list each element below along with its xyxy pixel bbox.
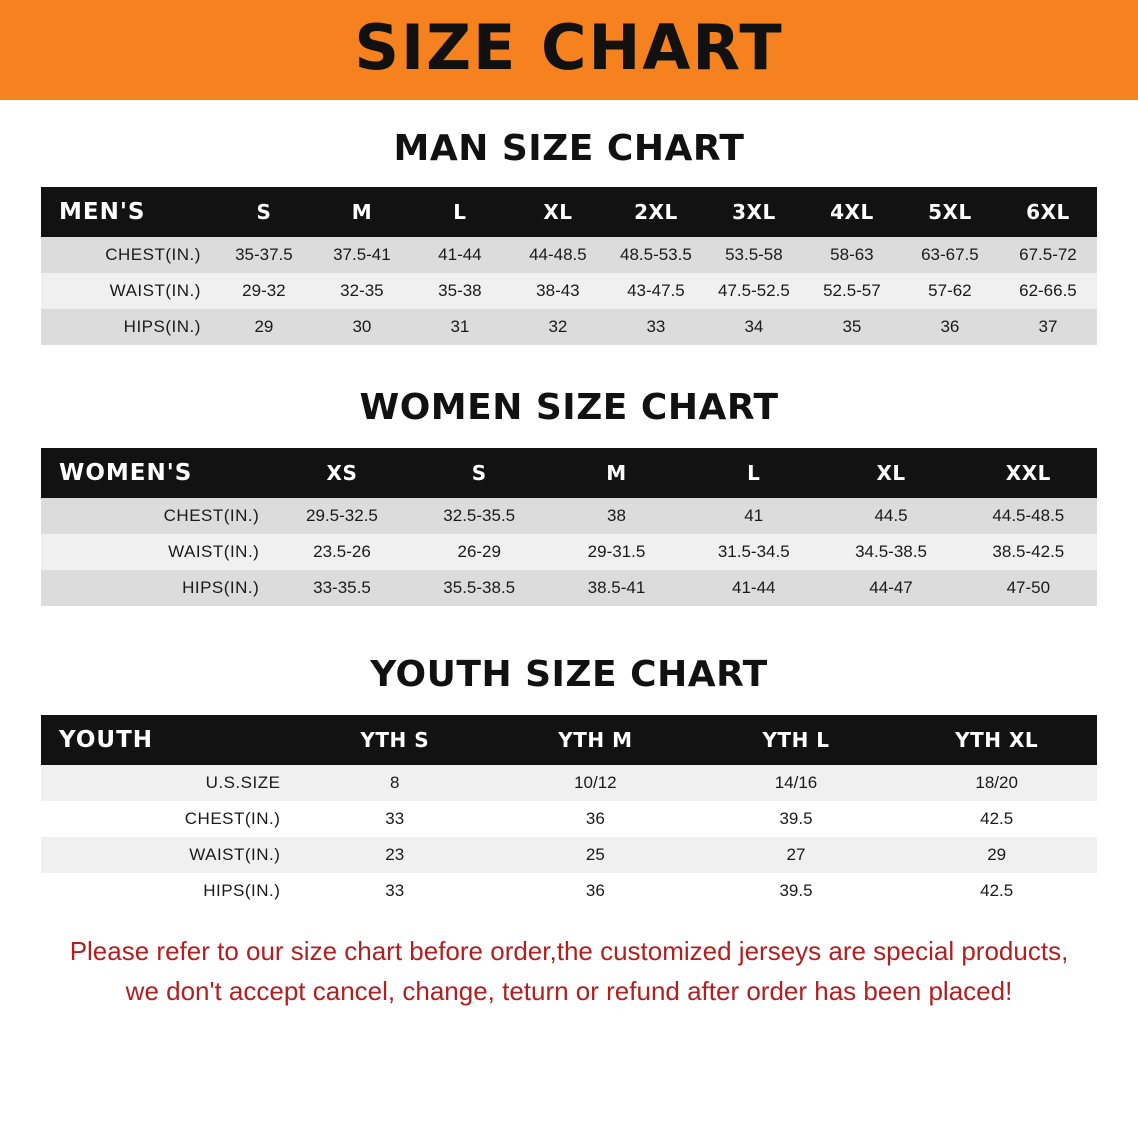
youth-row0-label: U.S.SIZE xyxy=(41,765,294,801)
youth-row0-c3: 14/16 xyxy=(696,765,897,801)
women-table-header-row xyxy=(41,448,1097,498)
man-row1-c7: 52.5-57 xyxy=(803,273,901,309)
man-row1-c6: 47.5-52.5 xyxy=(705,273,803,309)
women-row2-c3: 38.5-41 xyxy=(548,570,685,606)
youth-row1-c1: 33 xyxy=(294,801,495,837)
table-row xyxy=(41,534,1097,570)
man-row2-c4: 32 xyxy=(509,309,607,345)
man-row2-label: HIPS(IN.) xyxy=(41,309,215,345)
women-row1-c1: 23.5-26 xyxy=(273,534,410,570)
man-header-2xl: 2XL xyxy=(607,187,705,237)
man-row2-c2: 30 xyxy=(313,309,411,345)
man-row1-label: WAIST(IN.) xyxy=(41,273,215,309)
youth-row3-c4: 42.5 xyxy=(896,873,1097,909)
women-row2-c5: 44-47 xyxy=(822,570,959,606)
youth-row2-c2: 25 xyxy=(495,837,696,873)
man-row0-c5: 48.5-53.5 xyxy=(607,237,705,273)
man-row0-c4: 44-48.5 xyxy=(509,237,607,273)
table-row xyxy=(41,801,1097,837)
youth-row2-c1: 23 xyxy=(294,837,495,873)
man-table-header-row xyxy=(41,187,1097,237)
women-row1-c2: 26-29 xyxy=(411,534,548,570)
youth-row2-label: WAIST(IN.) xyxy=(41,837,294,873)
footer-disclaimer xyxy=(39,931,1099,1012)
man-size-table xyxy=(41,187,1097,345)
page-banner xyxy=(0,0,1138,100)
women-section-heading: WOMEN SIZE CHART xyxy=(359,387,779,428)
youth-row0-c2: 10/12 xyxy=(495,765,696,801)
table-row xyxy=(41,309,1097,345)
women-header-m: M xyxy=(548,448,685,498)
women-row1-label: WAIST(IN.) xyxy=(41,534,273,570)
women-row2-label: HIPS(IN.) xyxy=(41,570,273,606)
table-row xyxy=(41,570,1097,606)
man-header-5xl: 5XL xyxy=(901,187,999,237)
table-row xyxy=(41,873,1097,909)
man-row2-c3: 31 xyxy=(411,309,509,345)
table-row xyxy=(41,765,1097,801)
youth-header-l: YTH L xyxy=(696,715,897,765)
youth-size-table xyxy=(41,715,1097,909)
women-row0-c1: 29.5-32.5 xyxy=(273,498,410,534)
man-row2-c7: 35 xyxy=(803,309,901,345)
women-row1-c3: 29-31.5 xyxy=(548,534,685,570)
youth-row1-c3: 39.5 xyxy=(696,801,897,837)
youth-row3-c1: 33 xyxy=(294,873,495,909)
women-row2-c4: 41-44 xyxy=(685,570,822,606)
women-row2-c1: 33-35.5 xyxy=(273,570,410,606)
man-row0-c2: 37.5-41 xyxy=(313,237,411,273)
women-row0-c6: 44.5-48.5 xyxy=(960,498,1097,534)
footer-line-1: Please refer to our size chart before order,the customized jerseys are special products, xyxy=(69,936,1069,966)
women-header-l: L xyxy=(685,448,822,498)
man-row0-c7: 58-63 xyxy=(803,237,901,273)
youth-row0-c1: 8 xyxy=(294,765,495,801)
women-header-xxl: XXL xyxy=(960,448,1097,498)
women-row1-c5: 34.5-38.5 xyxy=(822,534,959,570)
man-row0-label: CHEST(IN.) xyxy=(41,237,215,273)
youth-row1-label: CHEST(IN.) xyxy=(41,801,294,837)
footer-line-2: we don't accept cancel, change, teturn or refund after order has been placed! xyxy=(125,976,1013,1007)
youth-row2-c3: 27 xyxy=(696,837,897,873)
women-header-label: WOMEN'S xyxy=(41,448,273,498)
youth-section-heading: YOUTH SIZE CHART xyxy=(370,654,768,695)
man-header-l: L xyxy=(411,187,509,237)
man-row0-c6: 53.5-58 xyxy=(705,237,803,273)
youth-header-s: YTH S xyxy=(294,715,495,765)
table-row xyxy=(41,498,1097,534)
table-row xyxy=(41,837,1097,873)
women-row0-c4: 41 xyxy=(685,498,822,534)
women-table-wrap xyxy=(41,448,1097,606)
man-header-s: S xyxy=(215,187,313,237)
women-row0-c2: 32.5-35.5 xyxy=(411,498,548,534)
women-header-xl: XL xyxy=(822,448,959,498)
man-row0-c3: 41-44 xyxy=(411,237,509,273)
women-header-s: S xyxy=(411,448,548,498)
man-row1-c4: 38-43 xyxy=(509,273,607,309)
man-row1-c2: 32-35 xyxy=(313,273,411,309)
youth-row3-c2: 36 xyxy=(495,873,696,909)
man-row1-c3: 35-38 xyxy=(411,273,509,309)
women-size-table xyxy=(41,448,1097,606)
man-section-heading: MAN SIZE CHART xyxy=(393,128,745,169)
youth-header-label: YOUTH xyxy=(41,715,294,765)
women-header-xs: XS xyxy=(273,448,410,498)
youth-row2-c4: 29 xyxy=(896,837,1097,873)
man-row0-c8: 63-67.5 xyxy=(901,237,999,273)
man-header-xl: XL xyxy=(509,187,607,237)
man-row0-c9: 67.5-72 xyxy=(999,237,1097,273)
man-header-4xl: 4XL xyxy=(803,187,901,237)
youth-table-wrap xyxy=(41,715,1097,909)
women-row0-c5: 44.5 xyxy=(822,498,959,534)
man-row1-c5: 43-47.5 xyxy=(607,273,705,309)
man-row1-c8: 57-62 xyxy=(901,273,999,309)
man-header-3xl: 3XL xyxy=(705,187,803,237)
table-row xyxy=(41,237,1097,273)
man-row2-c6: 34 xyxy=(705,309,803,345)
women-row1-c4: 31.5-34.5 xyxy=(685,534,822,570)
youth-row1-c4: 42.5 xyxy=(896,801,1097,837)
youth-header-xl: YTH XL xyxy=(896,715,1097,765)
youth-row3-c3: 39.5 xyxy=(696,873,897,909)
man-table-wrap xyxy=(41,187,1097,345)
youth-row0-c4: 18/20 xyxy=(896,765,1097,801)
youth-row3-label: HIPS(IN.) xyxy=(41,873,294,909)
youth-row1-c2: 36 xyxy=(495,801,696,837)
man-header-m: M xyxy=(313,187,411,237)
youth-table-header-row xyxy=(41,715,1097,765)
man-row2-c5: 33 xyxy=(607,309,705,345)
man-header-label: MEN'S xyxy=(41,187,215,237)
man-row1-c9: 62-66.5 xyxy=(999,273,1097,309)
man-row0-c1: 35-37.5 xyxy=(215,237,313,273)
page-title: SIZE CHART xyxy=(354,11,784,84)
youth-header-m: YTH M xyxy=(495,715,696,765)
women-row0-c3: 38 xyxy=(548,498,685,534)
women-row0-label: CHEST(IN.) xyxy=(41,498,273,534)
women-row2-c2: 35.5-38.5 xyxy=(411,570,548,606)
man-row2-c9: 37 xyxy=(999,309,1097,345)
man-row2-c1: 29 xyxy=(215,309,313,345)
man-row1-c1: 29-32 xyxy=(215,273,313,309)
table-row xyxy=(41,273,1097,309)
man-row2-c8: 36 xyxy=(901,309,999,345)
women-row2-c6: 47-50 xyxy=(960,570,1097,606)
women-row1-c6: 38.5-42.5 xyxy=(960,534,1097,570)
man-header-6xl: 6XL xyxy=(999,187,1097,237)
